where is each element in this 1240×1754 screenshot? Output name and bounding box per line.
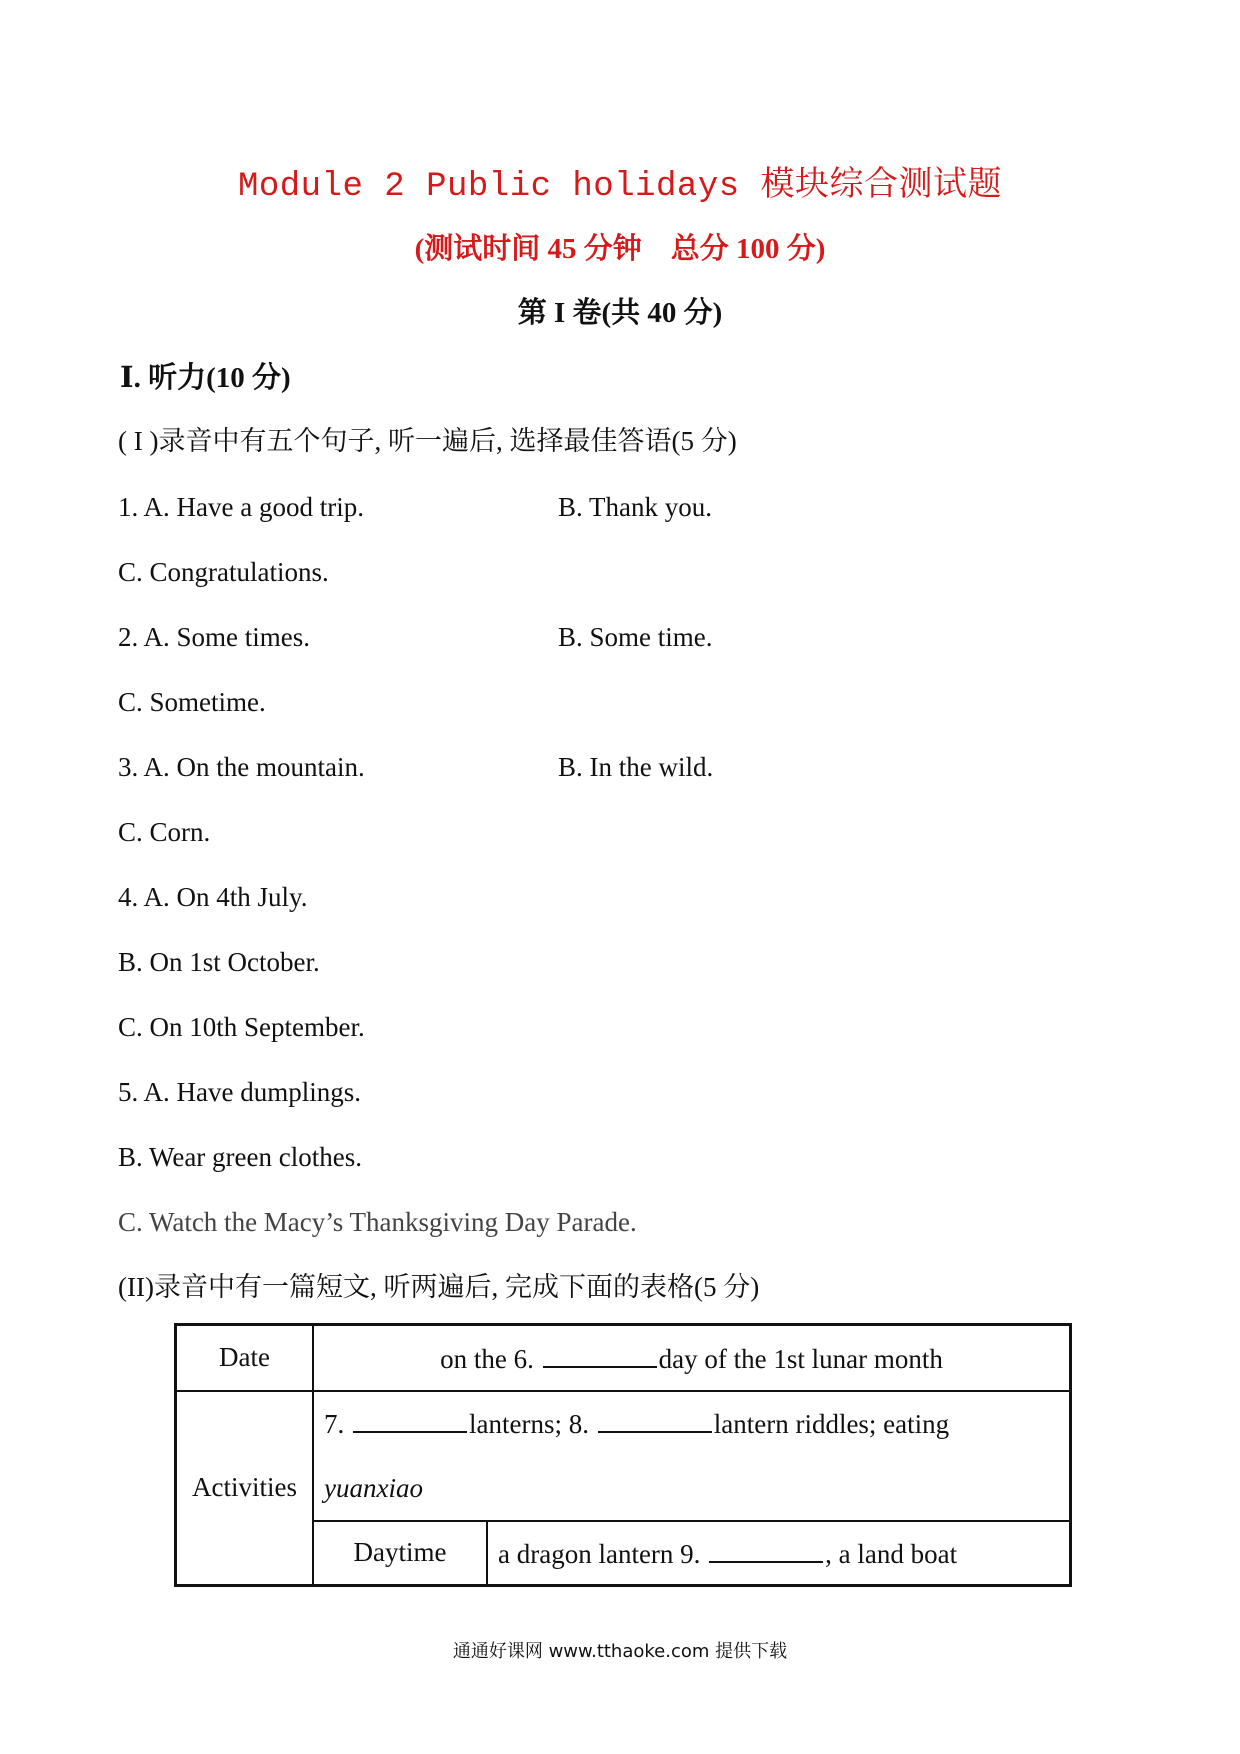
activity-number-7: 7. [324, 1408, 345, 1439]
q3-option-b: B. In the wild. [558, 752, 714, 782]
footer-credit: 通通好课网 www.tthaoke.com 提供下载 [452, 1641, 788, 1662]
fill-in-table [174, 1323, 1072, 1587]
q2-option-b: B. Some time. [558, 622, 713, 652]
instruction-1: ( I )录音中有五个句子, 听一遍后, 选择最佳答语(5 分) [118, 426, 737, 456]
answer-blank-9[interactable] [709, 1535, 823, 1563]
page-title: Module 2 Public holidays 模块综合测试题 [237, 168, 1003, 206]
activities-label-cell [176, 1391, 314, 1586]
q5-option-b: B. Wear green clothes. [118, 1142, 362, 1172]
daytime-label: Daytime [353, 1537, 447, 1568]
daytime-label-cell [313, 1521, 487, 1586]
q1-option-b: B. Thank you. [558, 492, 712, 522]
daytime-suffix: , a land boat [825, 1539, 958, 1570]
q1-option-c: C. Congratulations. [118, 557, 329, 587]
instruction-2: (II)录音中有一篇短文, 听两遍后, 完成下面的表格(5 分) [118, 1272, 760, 1302]
q4-option-c: C. On 10th September. [118, 1012, 365, 1042]
answer-blank-6[interactable] [543, 1340, 657, 1368]
q3-option-a: 3. A. On the mountain. [118, 752, 365, 782]
answer-blank-8[interactable] [598, 1405, 712, 1433]
date-label-cell [176, 1325, 314, 1391]
q5-option-a: 5. A. Have dumplings. [118, 1077, 361, 1107]
activities-label: Activities [192, 1472, 297, 1503]
date-value-cell [313, 1325, 1071, 1391]
section-title: Ⅰ. 听力(10 分) [120, 362, 291, 394]
activity-yuanxiao: yuanxiao [324, 1472, 423, 1503]
date-suffix: day of the 1st lunar month [658, 1344, 943, 1375]
test-info: (测试时间 45 分钟 总分 100 分) [414, 233, 826, 265]
date-prefix: on the 6. [440, 1344, 534, 1375]
q5-option-c: C. Watch the Macy’s Thanksgiving Day Parade. [118, 1207, 637, 1237]
daytime-value-cell [487, 1521, 1071, 1586]
q1-option-a: 1. A. Have a good trip. [118, 492, 364, 522]
q3-option-c: C. Corn. [118, 817, 211, 847]
q2-option-a: 2. A. Some times. [118, 622, 311, 652]
answer-blank-7[interactable] [353, 1405, 467, 1433]
part-title: 第 I 卷(共 40 分) [517, 297, 723, 329]
activities-cell [313, 1391, 1071, 1521]
q2-option-c: C. Sometime. [118, 687, 266, 717]
q4-option-a: 4. A. On 4th July. [118, 882, 308, 912]
activity-lanterns: lanterns; 8. [469, 1408, 589, 1439]
date-label: Date [219, 1342, 270, 1373]
daytime-prefix: a dragon lantern 9. [498, 1539, 701, 1570]
q4-option-b: B. On 1st October. [118, 947, 320, 977]
activity-riddles: lantern riddles; eating [713, 1408, 950, 1439]
